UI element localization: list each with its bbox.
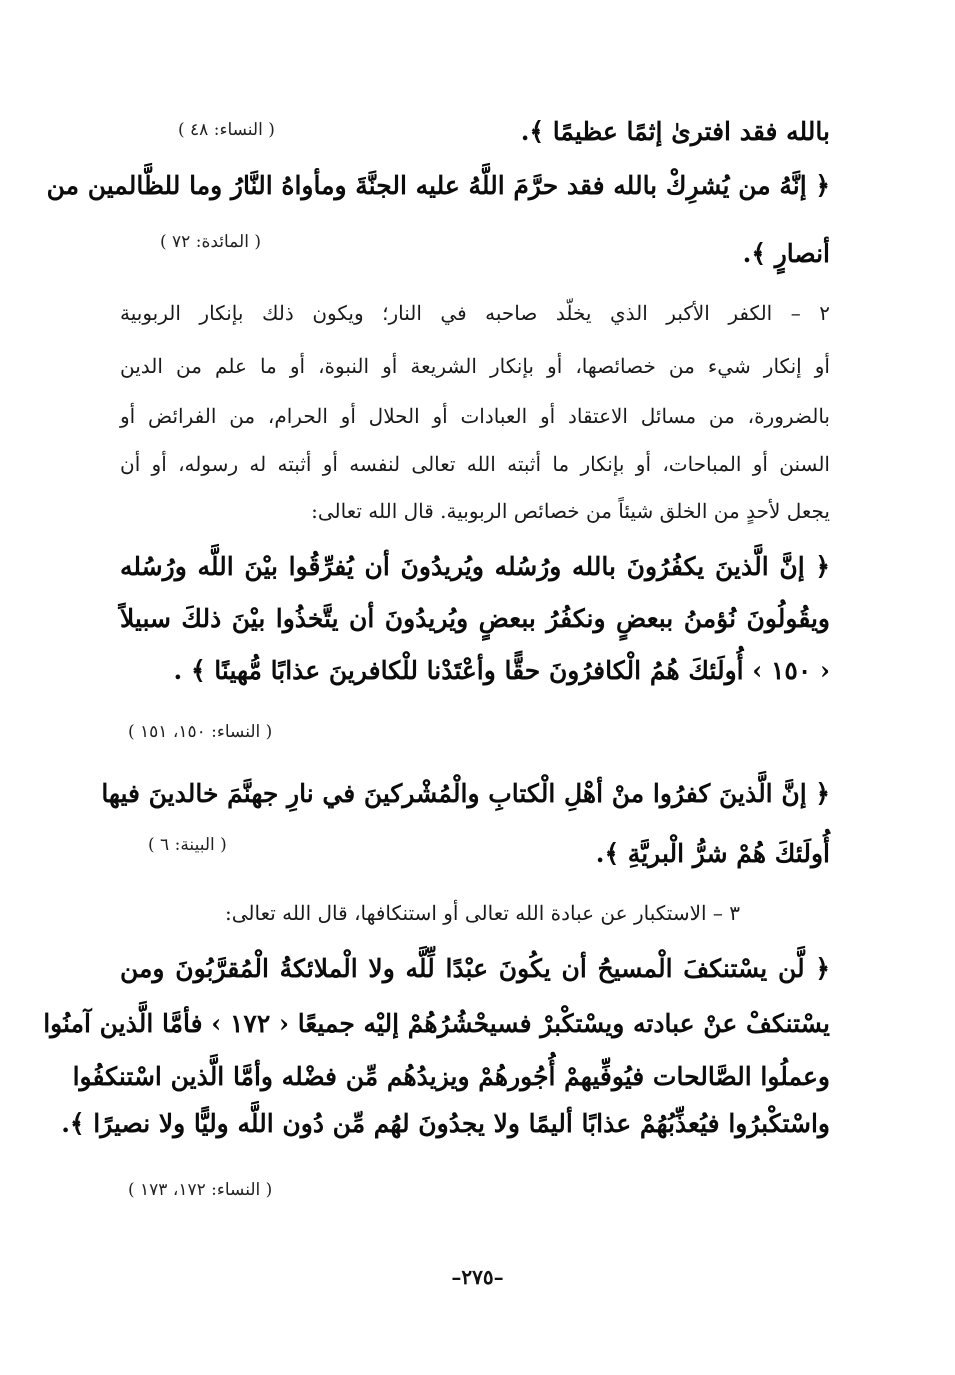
body-text-line: يجعل لأحدٍ من الخلق شيئاً من خصائص الربوبية. قال الله تعالى:	[311, 499, 830, 523]
verse-reference: ( النساء: ٤٨ )	[178, 120, 275, 140]
body-text-line: ٣ – الاستكبار عن عبادة الله تعالى أو استنكافها، قال الله تعالى:	[225, 901, 740, 925]
page-number: –٢٧٥–	[451, 1265, 504, 1289]
body-text-line: بالضرورة، من مسائل الاعتقاد أو العبادات أو الحلال أو الحرام، من الفرائض أو	[120, 404, 830, 428]
quran-verse-line: أنصارٍ ﴾.	[742, 239, 830, 268]
verse-reference: ( النساء: ١٥٠، ١٥١ )	[128, 722, 273, 742]
verse-reference: ( النساء: ١٧٢، ١٧٣ )	[128, 1180, 273, 1200]
quran-verse-line: ‹ ١٥٠ › أُولَئكَ هُمُ الْكافرُونَ حقًّا وأعْتَدْنا للْكافرينَ عذابًا مُّهينًا ﴾ .	[173, 656, 830, 685]
quran-verse-line: وعملُوا الصَّالحات فيُوفِّيهمْ أُجُورهُمْ ويزيدُهُم مِّن فضْله وأمَّا الَّذين اسْتنكفُوا	[72, 1062, 830, 1091]
body-text-line: أو إنكار شيء من خصائصها، أو بإنكار الشريعة أو النبوة، أو ما علم من الدين	[120, 354, 830, 378]
verse-reference: ( المائدة: ٧٢ )	[160, 232, 261, 252]
quran-verse-line: بالله فقد افترىٰ إثمًا عظيمًا ﴾.	[520, 117, 830, 146]
verse-reference: ( البينة: ٦ )	[148, 835, 227, 855]
quran-verse-line: ويقُولُونَ نُؤمنُ ببعضٍ ونكفُرُ ببعضٍ ويُريدُونَ أن يتَّخذُوا بيْنَ ذلكَ سبيلاً	[120, 604, 830, 633]
quran-verse-line: أُولَئكَ هُمْ شرُّ الْبريَّةِ ﴾.	[595, 839, 830, 868]
quran-verse-line: ﴿ لَّن يسْتنكفَ الْمسيحُ أن يكُونَ عبْدًا لِّلَّه ولا الْملائكةُ الْمُقرَّبُونَ ومن	[120, 954, 830, 983]
quran-verse-line: يسْتنكفْ عنْ عبادته ويسْتكْبرْ فسيحْشُرُهُمْ إليْه جميعًا ‹ ١٧٢ › فأمَّا الَّذين آمنُوا	[43, 1009, 830, 1038]
quran-verse-line: واسْتكْبرُوا فيُعذِّبُهُمْ عذابًا أليمًا ولا يجدُونَ لهُم مِّن دُون اللَّه وليًّا ولا نصيرًا ﴾.	[61, 1109, 830, 1138]
body-text-line: السنن أو المباحات، أو بإنكار ما أثبته الله تعالى لنفسه أو أثبته له رسوله، أو أن	[120, 452, 830, 476]
body-text-line: ٢ – الكفر الأكبر الذي يخلّد صاحبه في النار؛ ويكون ذلك بإنكار الربوبية	[120, 301, 830, 325]
quran-verse-line: ﴿ إنَّ الَّذينَ يكفُرُونَ بالله ورُسُله ويُريدُونَ أن يُفرِّقُوا بيْنَ اللَّه ورُسُله	[120, 552, 830, 581]
quran-verse-line: ﴿ إنَّ الَّذينَ كفرُوا منْ أهْلِ الْكتابِ والْمُشْركينَ في نارِ جهنَّمَ خالدينَ فيها	[101, 779, 830, 808]
quran-verse-line: ﴿ إنَّهُ من يُشرِكْ بالله فقد حرَّمَ اللَّهُ عليه الجنَّةَ ومأواهُ النَّارُ وما للظَّالمين من	[46, 171, 830, 200]
